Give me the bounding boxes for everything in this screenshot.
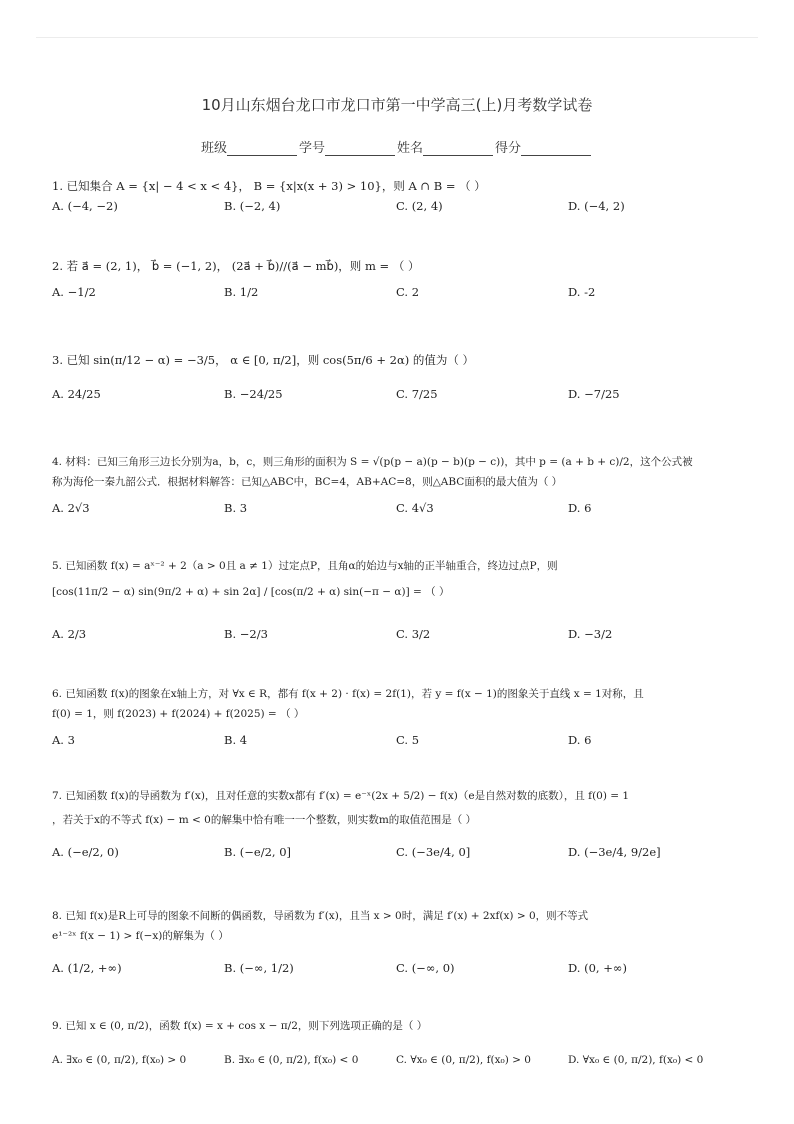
option-b: B. (−∞, 1/2) xyxy=(224,961,294,975)
score-field xyxy=(495,137,593,156)
option-c: C. 5 xyxy=(396,733,420,747)
question-7 xyxy=(52,786,742,862)
question-stem: 8. 已知 f(x)是R上可导的图象不间断的偶函数，导函数为 f′(x)，且当 x > 0时，满足 f′(x) + 2xf(x) > 0，则不等式 xyxy=(52,910,589,922)
options-row xyxy=(52,196,742,216)
score-blank xyxy=(521,143,591,156)
question-1 xyxy=(52,176,742,216)
option-b: B. −2/3 xyxy=(224,627,268,641)
score-label: 得分 xyxy=(495,141,522,156)
question-2 xyxy=(52,256,742,302)
option-a: A. ∃x₀ ∈ (0, π/2), f(x₀) > 0 xyxy=(52,1054,187,1066)
option-a: A. (−e/2, 0) xyxy=(52,845,119,859)
option-c: C. 4√3 xyxy=(396,501,434,515)
option-b: B. (−2, 4) xyxy=(224,199,281,213)
question-9 xyxy=(52,1016,742,1070)
option-b: B. (−e/2, 0] xyxy=(224,845,291,859)
question-5 xyxy=(52,556,742,644)
options-row xyxy=(52,498,742,518)
option-d: D. (−4, 2) xyxy=(568,199,625,213)
question-3 xyxy=(52,350,742,404)
options-row xyxy=(52,384,742,404)
option-d: D. -2 xyxy=(568,285,596,299)
option-c: C. ∀x₀ ∈ (0, π/2), f(x₀) > 0 xyxy=(396,1054,531,1066)
option-d: D. 6 xyxy=(568,501,592,515)
option-c: C. (−∞, 0) xyxy=(396,961,455,975)
question-stem: 7. 已知函数 f(x)的导函数为 f′(x)，且对任意的实数x都有 f′(x) = e⁻ˣ(2x + 5/2) − f(x)（e是自然对数的底数），且 f(0) = 1 xyxy=(52,790,630,802)
student-id-label: 学号 xyxy=(298,141,325,156)
option-b: B. 3 xyxy=(224,501,248,515)
student-info-row xyxy=(0,137,794,156)
question-stem: 2. 若 a⃗ = (2, 1)， b⃗ = (−1, 2)， (2a⃗ + b⃗)//(a⃗ − mb⃗)，则 m = （ ） xyxy=(52,259,420,273)
top-divider xyxy=(36,37,758,38)
option-d: D. (0, +∞) xyxy=(568,961,627,975)
question-stem-line-2: 称为海伦一秦九韶公式．根据材料解答：已知△ABC中，BC=4，AB+AC=8，则△ABC面积的最大值为（ ） xyxy=(52,476,563,488)
question-stem-line-2: e¹⁻²ˣ f(x − 1) > f(−x)的解集为（ ） xyxy=(52,930,229,942)
option-a: A. (1/2, +∞) xyxy=(52,961,122,975)
option-c: C. 3/2 xyxy=(396,627,431,641)
question-stem: 1. 已知集合 A = {x| − 4 < x < 4}， B = {x|x(x + 3) > 10}，则 A ∩ B = （ ） xyxy=(52,179,486,193)
name-field xyxy=(397,137,495,156)
options-row xyxy=(52,958,742,978)
class-field xyxy=(201,137,299,156)
name-label: 姓名 xyxy=(397,141,424,156)
option-b: B. ∃x₀ ∈ (0, π/2), f(x₀) < 0 xyxy=(224,1054,359,1066)
option-d: D. (−3e/4, 9/2e] xyxy=(568,845,661,859)
options-row xyxy=(52,730,742,750)
question-stem: 9. 已知 x ∈ (0, π/2)，函数 f(x) = x + cos x − π/2，则下列选项正确的是（ ） xyxy=(52,1020,428,1032)
option-a: A. (−4, −2) xyxy=(52,199,118,213)
question-stem-line-2: f(0) = 1，则 f(2023) + f(2024) + f(2025) = （ ） xyxy=(52,708,305,720)
option-d: D. −3/2 xyxy=(568,627,613,641)
options-row xyxy=(52,842,742,862)
options-row xyxy=(52,1050,742,1070)
option-c: C. 2 xyxy=(396,285,420,299)
class-label: 班级 xyxy=(200,141,227,156)
option-d: D. ∀x₀ ∈ (0, π/2), f(x₀) < 0 xyxy=(568,1054,704,1066)
option-c: C. 7/25 xyxy=(396,387,438,401)
option-a: A. 24/25 xyxy=(52,387,101,401)
option-d: D. −7/25 xyxy=(568,387,620,401)
question-stem-line-2: [cos(11π/2 − α) sin(9π/2 + α) + sin 2α] / [cos(π/2 + α) sin(−π − α)] = （ ） xyxy=(52,586,450,598)
option-b: B. 1/2 xyxy=(224,285,259,299)
option-d: D. 6 xyxy=(568,733,592,747)
question-8 xyxy=(52,906,742,978)
question-4 xyxy=(52,452,742,518)
option-a: A. 2/3 xyxy=(52,627,87,641)
question-stem: 4. 材料：已知三角形三边长分别为a，b，c，则三角形的面积为 S = √(p(p − a)(p − b)(p − c))，其中 p = (a + b + c)/2，这个公式被 xyxy=(52,456,693,468)
option-c: C. (−3e/4, 0] xyxy=(396,845,471,859)
options-row xyxy=(52,624,742,644)
page-title: 10月山东烟台龙口市龙口市第一中学高三(上)月考数学试卷 xyxy=(201,96,593,114)
name-blank xyxy=(423,143,493,156)
question-6 xyxy=(52,684,742,750)
question-stem: 5. 已知函数 f(x) = aˣ⁻² + 2（a > 0且 a ≠ 1）过定点P，且角α的始边与x轴的正半轴重合，终边过点P，则 xyxy=(52,560,558,572)
option-c: C. (2, 4) xyxy=(396,199,443,213)
option-b: B. −24/25 xyxy=(224,387,283,401)
question-stem: 6. 已知函数 f(x)的图象在x轴上方，对 ∀x ∈ R，都有 f(x + 2) · f(x) = 2f(1)，若 y = f(x − 1)的图象关于直线 x = 1对称，且 xyxy=(52,688,644,700)
class-blank xyxy=(227,143,297,156)
option-a: A. 2√3 xyxy=(52,501,90,515)
option-a: A. −1/2 xyxy=(52,285,96,299)
student-id-blank xyxy=(325,143,395,156)
option-b: B. 4 xyxy=(224,733,248,747)
question-stem: 3. 已知 sin(π/12 − α) = −3/5， α ∈ [0, π/2]，则 cos(5π/6 + 2α) 的值为（ ） xyxy=(52,353,475,367)
option-a: A. 3 xyxy=(52,733,75,747)
student-id-field xyxy=(299,137,397,156)
question-stem-line-2: ，若关于x的不等式 f(x) − m < 0的解集中恰有唯一一个整数，则实数m的取值范围是（ ） xyxy=(52,814,477,826)
options-row xyxy=(52,282,742,302)
